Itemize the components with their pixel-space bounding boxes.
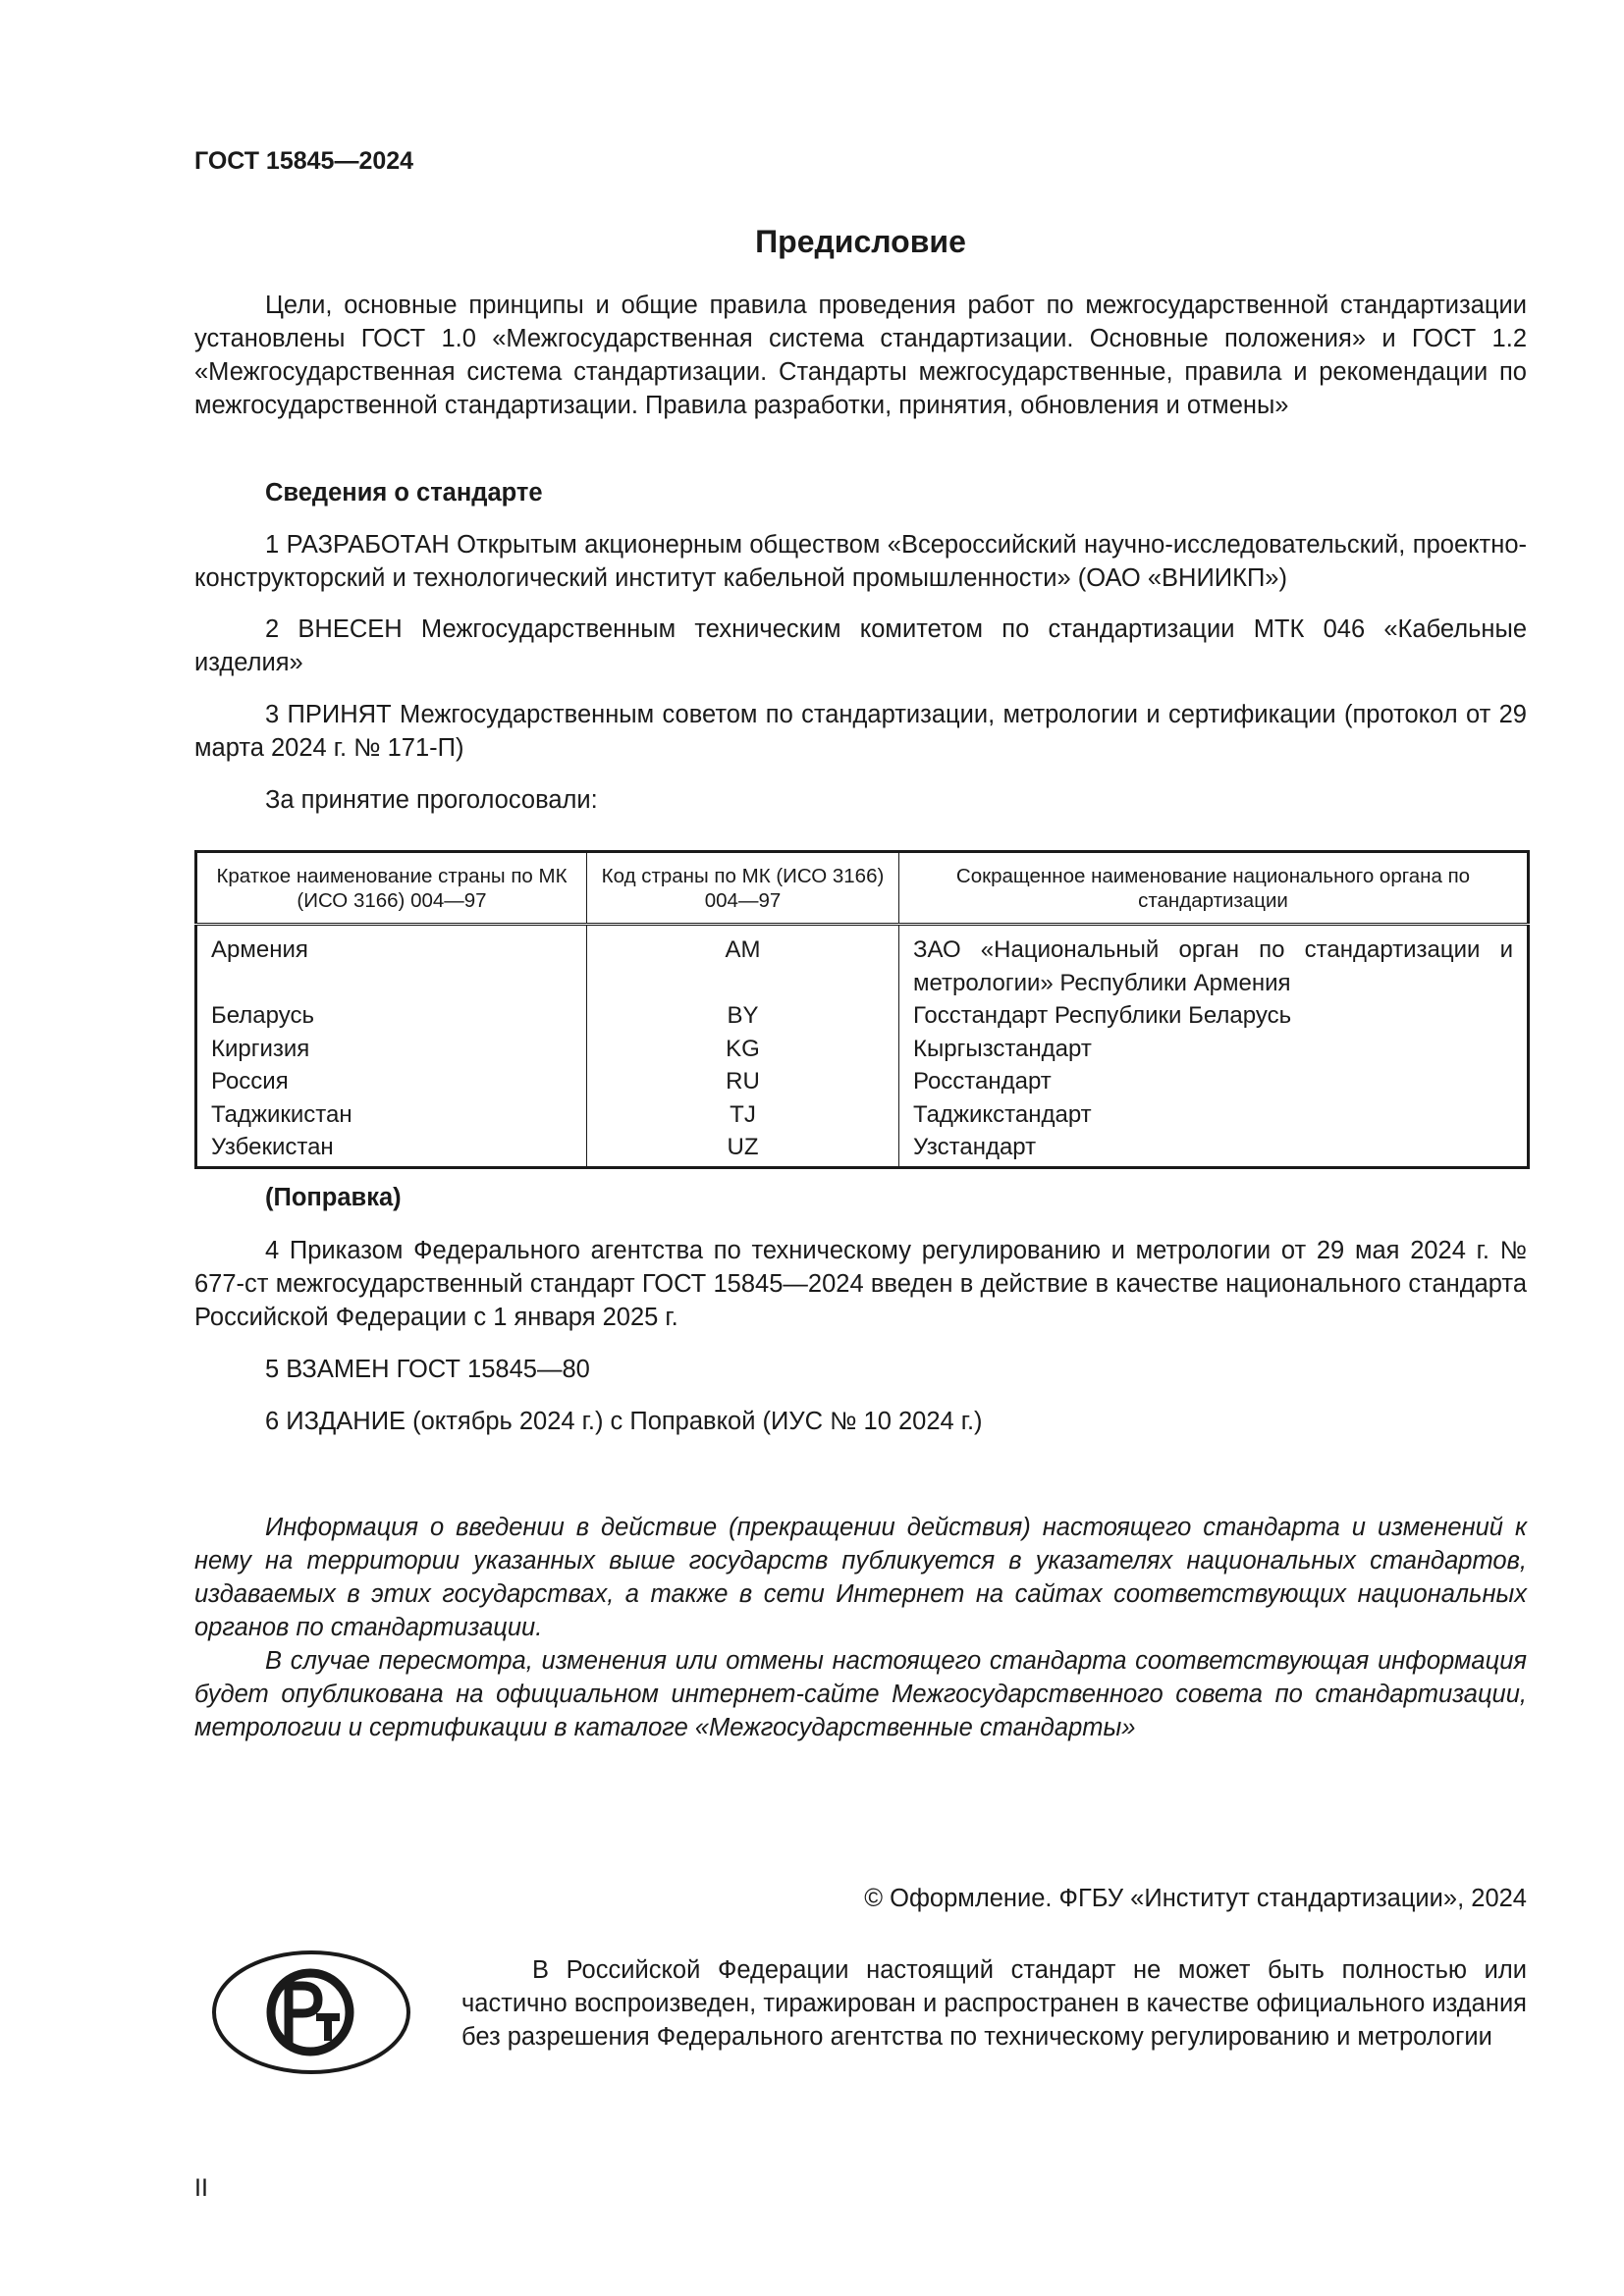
info-heading: Сведения о стандарте <box>265 479 543 507</box>
page-title: Предисловие <box>755 224 966 259</box>
table-header-row <box>196 852 1529 925</box>
country-code: KG <box>587 1033 899 1066</box>
table-row <box>196 1033 1529 1066</box>
column-header-country: Краткое наименование страны по МК (ИСО 3166) 004—97 <box>196 852 587 925</box>
country-code: BY <box>587 999 899 1033</box>
rst-certification-mark-icon <box>210 1949 412 2076</box>
standards-body-name: Госстандарт Республики Беларусь <box>899 999 1529 1033</box>
item-order: 4 Приказом Федерального агентства по техническому регулированию и метрологии от 29 мая 2024 г. № 677-ст межгосударственный стандарт ГОСТ 15845—2024 введен в действие в качестве национального стандарта Российской Федерации с 1 января 2025 г. <box>194 1237 1527 1331</box>
amendment-note: (Поправка) <box>265 1184 402 1211</box>
standard-info-section <box>194 476 1527 817</box>
country-code: UZ <box>587 1131 899 1167</box>
standards-body-name: Таджикстандарт <box>899 1098 1529 1132</box>
standards-body-name: Росстандарт <box>899 1065 1529 1098</box>
country-name: Таджикистан <box>196 1098 587 1132</box>
voted-label: За принятие проголосовали: <box>265 786 598 814</box>
standards-body-name: Кыргызстандарт <box>899 1033 1529 1066</box>
standards-body-name: ЗАО «Национальный орган по стандартизации и метрологии» Республики Армения <box>899 925 1529 1000</box>
table-row <box>196 999 1529 1033</box>
foreword-intro-block <box>194 289 1527 422</box>
item-adopted: 3 ПРИНЯТ Межгосударственным советом по стандартизации, метрологии и сертификации (протокол от 29 марта 2024 г. № 171-П) <box>194 701 1527 762</box>
voters-table-wrapper <box>194 850 1527 1169</box>
country-name: Армения <box>196 925 587 1000</box>
intro-paragraph: Цели, основные принципы и общие правила проведения работ по межгосударственной стандартизации установлены ГОСТ 1.0 «Межгосударственная система стандартизации. Основные положения» и ГОСТ 1.2 «Межгосударственная система стандартизации. Стандарты межгосударственные, правила и рекомендации по межгосударственной стандартизации. Правила разработки, принятия, обновления и отмены» <box>194 292 1527 419</box>
item-introduced: 2 ВНЕСЕН Межгосударственным техническим комитетом по стандартизации МТК 046 «Кабельные изделия» <box>194 615 1527 676</box>
item-replaces: 5 ВЗАМЕН ГОСТ 15845—80 <box>265 1356 590 1383</box>
country-code: RU <box>587 1065 899 1098</box>
country-code: TJ <box>587 1098 899 1132</box>
notice-paragraph: Информация о введении в действие (прекращении действия) настоящего стандарта и изменений к нему на территории указанных выше государств публикуется в указателях национальных стандартов, издаваемых в этих государствах, а также в сети Интернет на сайтах соответствующих национальных органов по стандартизации. <box>194 1514 1527 1641</box>
reproduction-notice: В Российской Федерации настоящий стандарт не может быть полностью или частично воспроизведен, тиражирован и распространен в качестве официального издания без разрешения Федерального агентства по техническому регулированию и метрологии <box>461 1956 1527 2051</box>
column-header-standards-body: Сокращенное наименование национального органа по стандартизации <box>899 852 1529 925</box>
post-table-section <box>194 1181 1527 1438</box>
country-name: Киргизия <box>196 1033 587 1066</box>
table-row <box>196 925 1529 1000</box>
table-row <box>196 1065 1529 1098</box>
page-number: II <box>194 2174 208 2202</box>
item-developed: 1 РАЗРАБОТАН Открытым акционерным обществом «Всероссийский научно-исследовательский, проектно-конструкторский и технологический институт кабельной промышленности» (ОАО «ВНИИКП») <box>194 531 1527 592</box>
country-name: Россия <box>196 1065 587 1098</box>
standards-body-name: Узстандарт <box>899 1131 1529 1167</box>
voters-table <box>194 850 1530 1169</box>
country-code: AM <box>587 925 899 1000</box>
table-row <box>196 1131 1529 1167</box>
notice-paragraph: В случае пересмотра, изменения или отмены настоящего стандарта соответствующая информация будет опубликована на официальном интернет-сайте Межгосударственного совета по стандартизации, метрологии и сертификации в каталоге «Межгосударственные стандарты» <box>194 1647 1527 1741</box>
column-header-code: Код страны по МК (ИСО 3166) 004—97 <box>587 852 899 925</box>
standard-id-header: ГОСТ 15845—2024 <box>194 147 414 175</box>
copyright-line: © Оформление. ФГБУ «Институт стандартизации», 2024 <box>864 1885 1527 1912</box>
italic-info-notice <box>194 1511 1527 1744</box>
country-name: Беларусь <box>196 999 587 1033</box>
country-name: Узбекистан <box>196 1131 587 1167</box>
table-row <box>196 1098 1529 1132</box>
item-edition: 6 ИЗДАНИЕ (октябрь 2024 г.) с Поправкой (ИУС № 10 2024 г.) <box>265 1408 983 1435</box>
